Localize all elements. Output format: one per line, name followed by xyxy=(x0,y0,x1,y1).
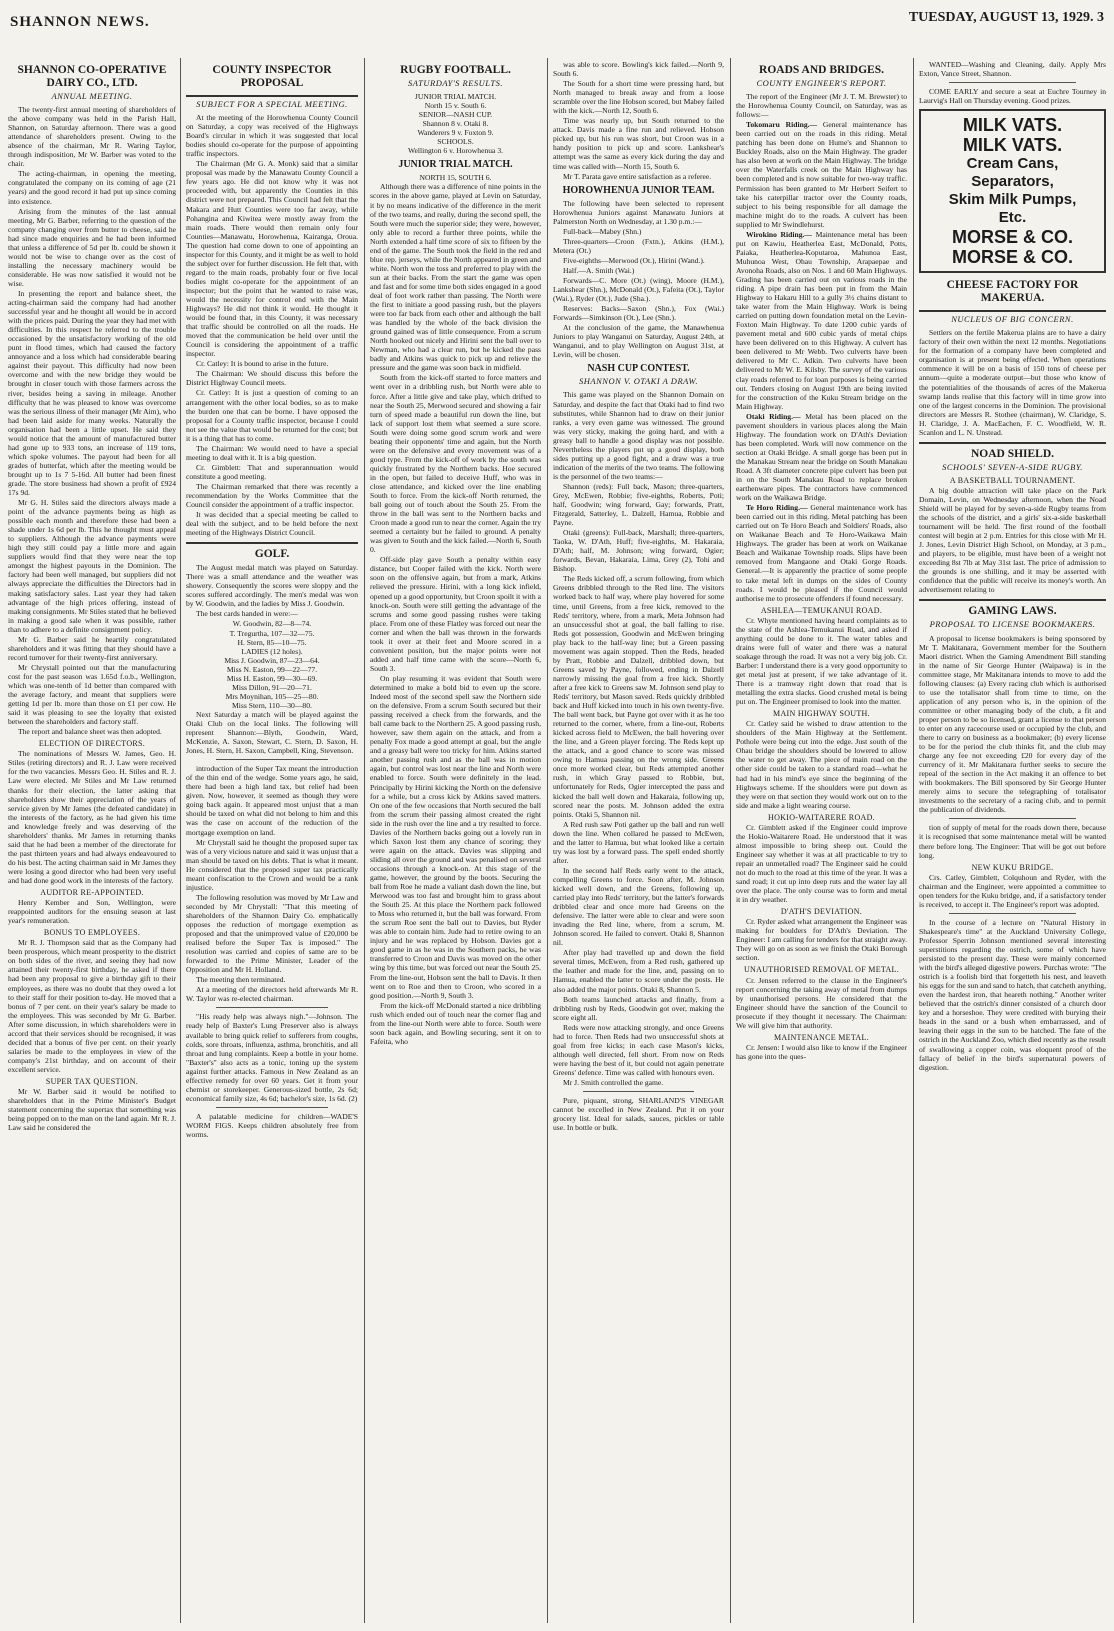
score-line: Miss Dillon, 91—20—71. xyxy=(232,682,312,692)
paragraph: In the second half Reds early went to the attack, compelling Greens to force. Soon after, M. Johnson kicked well down, and the Greens, following up, carried play into Reds' territory, but the latter's forwards dribbled clear and once more had Greens on the defensive. The latter were able to clear and were soon invading the Red line, where, from a scrum, M. Johnson scored. He failed to convert. Otaki 8, Shannon nil. xyxy=(553,865,724,948)
masthead: SHANNON NEWS. xyxy=(10,14,150,30)
article-headline: SHANNON CO-OPERATIVE DAIRY CO., LTD. xyxy=(17,64,167,89)
result-line: JUNIOR TRIAL MATCH. xyxy=(414,92,497,102)
paragraph: The meeting then terminated. xyxy=(196,975,286,985)
paragraph: The Reds kicked off, a scrum following, from which Greens dribbled through to the Red line. The visitors worked back to half way, where play hovered for some time, until Greens, from a free kick, removed to the Reds' territory, where, from a mark, Meta Johnson had an unsuccessful shot at goal, the ball falling to rise. Reds got possession, Goodwin and McEwen bringing play back to the half-way line; but a Green passing movement was again stopped. Then the Reds, headed by Pratt, Robbie and Dalzell, dribbled down, but Greens saved by Payne, followed, ending in Dalzell narrowly missing the goal from a free kick. Shortly after a free kick to Greens saw M. Johnson send play to Reds' territory, but Mason saved. Reds quickly dribbled back and Huff kicked into touch in his own twenty-five. The ball went back, but Payne got over with it as he too returned to the corner, where, from a line-out, Roberts kicked across field to McEwen, the ball hovering over the line, and a Green player forcing. The Reds kept up the attack, and a good chance to score was missed owing to Hamua passing on the wrong side. Greens once more worked clear, but Reds attempted another rush, in which Gray passed to Robbie, but, unfortunately for Reds, Ogier intercepted the pass and kicked the ball well down and Hakaraia, following up, scored near the posts. M. Johnson added the extra points. Otaki 5, Shannon nil. xyxy=(553,574,724,819)
paragraph: Off-side play gave South a penalty within easy distance, but Cooper failed with the kick. North were soon on the offensive again, but from a mark, Atkins relieved the pressure. Hirini, with a long kick infield, opened up a good opportunity, but Croon spoilt it with a knock-on. South were still getting the advantage of the scrums and some good passing rushes were taking place. From one of these Flatley was forced out near the corner and when the ball was thrown in the forwards took it over at their feet and Moore scored in a convenient position, but the major points were not added and half time came with the score—North 6, South 3. xyxy=(370,555,541,673)
paragraph: In presenting the report and balance sheet, the acting-chairman said the company had had another successful year and he thought all would be in accord with the prices paid. During the year they had met with difficulties. In this respect he referred to the trouble occasioned by the unsatisfactory working of the old punt in flood times, which had caused the factory annoyance and a loss which had considerable bearing against their payout. This difficulty had now been overcome and with the new bridge they would be brought in closer touch with those farmers across the river, besides being a saving in mileage. Another difficulty that he was pleased to know was overcome was the serious illness of their manager (Mr Aim), who had been laid aside for many weeks. Naturally the organisation had been a little upset. He said they would notice that the amount of manufactured butter had gone up to 933 tons, an increase of 119 tons, which spoke volumes. The payout had been for all grades of butterfat, which after the meeting would be brought up to 1s 7 5-16d. All butter had been finest grade. The store business had shown a profit of £924 17s 9d. xyxy=(8,288,176,498)
article-subhead: SATURDAY'S RESULTS. xyxy=(408,78,503,88)
divider xyxy=(949,818,1076,819)
article-subhead: SUBJECT FOR A SPECIAL MEETING. xyxy=(196,99,348,109)
article-headline: NASH CUP CONTEST. xyxy=(587,363,690,375)
paragraph: Cr. Ryder asked what arrangement the Engineer was making for boulders for D'Ath's Deviation. The Engineer: I am calling for tenders for that straight away. They will go on as soon as we finish the Otaki Borough section. xyxy=(736,917,907,963)
article-headline: ROADS AND BRIDGES. xyxy=(759,64,884,76)
paragraph: Full-back—Mabey (Shn.) xyxy=(563,226,642,236)
column-rule xyxy=(180,58,181,1623)
paragraph xyxy=(736,230,907,411)
paragraph: Mr T. Parata gave entire satisfaction as a referee. xyxy=(563,171,712,181)
paragraph: Cr. Jensen referred to the clause in the Engineer's report concerning the taking away of metal from dumps by unauthorised persons. He considered that the Engineer should have the sanction of the Council to prosecute if they thought it necessary. The Chairman: We will give him that authority. xyxy=(736,975,907,1030)
paragraph: Three-quarters—Croon (Fxtn.), Atkins (H.M.), Metera (Ot.) xyxy=(553,236,724,255)
paragraph: Mr G. Barber said he heartily congratulated shareholders and it was fitting that they should have a record turnover for their twenty-first anniversary. xyxy=(8,634,176,662)
score-line: Mrs Moynihan, 105—25—80. xyxy=(225,691,319,701)
paragraph: The following have been selected to represent Horowhenua Juniors against Manawatu Juniors at Palmerston North on Wednesday, at 1.30 p.m.:— xyxy=(553,198,724,226)
divider xyxy=(216,759,328,760)
riding-text: General maintenance has been carried out on the roads in this riding. Metal patching has been done on Hume's and Shannon to Buckley Roads, also on the Main Highway. The grader has also been at work on the Main Highway. The bridge over the Waterfalls creek on the Main Highway has been completed and is now suitable for two-way traffic. Permission has been granted to Mr Herbert Seifert to take his caterpillar tractor over the County roads, subject to his being responsible for all damage the machine might do to the roads. A culvert has been supplied to Mr Swindlehurst. xyxy=(736,120,907,229)
divider xyxy=(949,82,1076,83)
score-line: Miss J. Goodwin, 87—23—64. xyxy=(224,655,320,665)
dateline: TUESDAY, AUGUST 13, 1929. 3 xyxy=(908,10,1104,25)
paragraph: The nominations of Messrs W. James, Geo. H. Stiles (retiring directors) and R. J. Law were received for the two vacancies. Messrs Geo. H. Stiles and R. J. Law were elected. Mr Stiles and Mr Law returned thanks for their election, the latter asking that shareholders show their appreciation of the years of service given by Mr James (the defeated candidate) in the interests of the factory, as he had given his time and knowledge freely and was deserving of the shareholders' thanks. Mr James in returning thanks said that he had been a member of the directorate for the past thirteen years and had always endeavoured to do his best. The acting chairman said in Mr James they were losing a good director who had been very useful and had done good work in the interests of the factory. xyxy=(8,749,176,885)
article-headline: GOLF. xyxy=(254,548,290,561)
advertisement: A palatable medicine for children—WADE'S WORM FIGS. Keeps children absolutely free from worms. xyxy=(186,1111,358,1139)
column-1 xyxy=(8,60,176,1625)
paragraph: tion of supply of metal for the roads down there, because it is recognised that some maintenance metal will be wanted there before long. The Engineer: That will be got out before long. xyxy=(919,823,1106,860)
paragraph: Mr W. Barber said it would be notified to shareholders that in the Prime Minister's Budget statement concerning the supertax that something was being popped on to the man on the land again. Mr R. J. Law said he considered the xyxy=(8,1087,176,1133)
section-head: SUPER TAX QUESTION. xyxy=(45,1076,139,1086)
paragraph: At the meeting of the Horowhenua County Council on Saturday, a copy was received of the Highways Board's circular in which it was suggested that local bodies should co-operate for the purpose of appointing traffic inspectors. xyxy=(186,113,358,159)
paragraph: The report of the Engineer (Mr J. T. M. Brewster) to the Horowhenua County Council, on Saturday, was as follows:— xyxy=(736,92,907,120)
paragraph: was able to score. Bowling's kick failed.—North 9, South 6. xyxy=(553,60,724,79)
section-head: BONUS TO EMPLOYEES. xyxy=(43,928,141,938)
section-head: A BASKETBALL TOURNAMENT. xyxy=(949,475,1076,485)
paragraph: The report and balance sheet was then adopted. xyxy=(18,727,162,737)
result-line: North 15 v. South 6. xyxy=(424,101,487,111)
paragraph: Cr. Gimblett: That and superannuation would constitute a good meeting. xyxy=(186,462,358,481)
paragraph: Cr. Catley: It is bound to arise in the future. xyxy=(196,359,329,369)
paragraph: The South for a short time were pressing hard, but North managed to break away and from a loose scramble over the line Hobson scored, but Mabey failed with the kick.—North 12, South 6. xyxy=(553,79,724,116)
column-2 xyxy=(186,60,358,1625)
paragraph: A big double attraction will take place on the Park Domain, Levin, on Wednesday afternoon, when the Noad Shield will be played for by seven-a-side Rugby teams from the schools of the district, and a girls' six-a-side basketball tournament will be held. The first round of the football contest will begin at 2 p.m. Entries for this close with Mr H. J. Jones, Levin District High School, on Monday, at 3 p.m., and players, to be eligible, must have been of a weight not exceeding 8st 7lb at May 31st last. The price of admission to the grounds is one shilling, and it may be asserted with confidence that the public will receive its money's worth. An advertisement relating to xyxy=(919,485,1106,595)
score-line: T. Tregurtha, 107—32—75. xyxy=(229,628,315,638)
paragraph: The Chairman: We would need to have a special meeting to deal with it. It is a big question. xyxy=(186,443,358,462)
paragraph: A Red rush saw Poti gather up the ball and run well down the line. When collared he passed to McEwen, and the latter to Hamua, but what looked like a certain try was lost by a forward pass. The spell ended shortly after. xyxy=(553,819,724,865)
paragraph: Mr Chrystall said he thought the proposed super tax was of a very vicious nature and said it was unjust that a man should be taxed on his debts. That is what it meant. He considered that the proposed super tax practically meant confiscation to the Crown and would be a rank injustice. xyxy=(186,837,358,892)
score-line: H. Stern, 85—10—75. xyxy=(237,637,307,647)
paragraph: Mr R. J. Thompson said that as the Company had been prosperous, which meant prosperity to the district on both sides of the river, and seeing they had now attained their twenty-first birthday, he asked if there had been any proposal to give a birthday gift to their employees, as there was no doubt that they owed a lot to their staff for their position to-day. He moved that a bonus of 7 per cent. on their year's salary be made to the employees. This was seconded by Mr G. Barber. After some discussion, in which shareholders were in accord that their services should be recognised, it was decided that a bonus of five per cent. on their yearly salaries be made to the employees in view of the company's 21st birthday, and on account of their excellent service. xyxy=(8,938,176,1074)
paragraph: In the course of a lecture on "Natural History in Shakespeare's time" at the Auckland University College, Professor Sperrin Johnson mentioned several interesting superstitions regarding the ostrich, some of which have persisted to the present day. These were mainly concerned with the bird's alleged digestive powers. Purchas wrote: "The ostrich is a foolish bird that forgetteth his nest, and leaveth his eggs for the sun and sand to hatch, that catcheth anything, even the hardest iron, that heareth nothing." Another writer believed that the ostrich's dinner consisted of a church door key and a horseshoe. They were credited with burying their heads in the sand or a bush when embarrassed, and of leaving their eggs in the sun to be hatched. The fate of the ostrich in the Auckland Zoo, which died recently as the result of swallowing a copper coin, was eloquent proof of the fallacy of belief in the bird's supernatural powers of digestion. xyxy=(919,917,1106,1072)
ad-line: Cream Cans, xyxy=(966,155,1059,173)
paragraph: The acting-chairman, in opening the meeting, congratulated the company on its coming of age (21 years) and the good record it had put up since coming into existence. xyxy=(8,169,176,206)
section-head: NEW KUKU BRIDGE. xyxy=(971,862,1054,872)
display-advertisement xyxy=(919,109,1106,273)
column-rule xyxy=(364,58,365,1623)
paragraph: The Chairman (Mr G. A. Monk) said that a similar proposal was made by the Manawatu County Council a few years ago. He did not know why it was not proceeded with, but apparently the Counties in this district were not prepared. This Council had felt that the Makara and Hutt Counties were too far away, while Pohangina and Kiwitea were mostly away from the main roads. There would then remain only four Counties—Manawatu, Horowhenua, Kairanga, Oroua. The question had come down to one of appointing an inspector for this County, and it might be as well to hold the subject over for further discussion. He felt that, with regard to the main roads, probably four or five local bodies might co-operate for the appointment of an inspector; but the point that he wanted to raise was, would the necessity for control end with the Main Highways? He did not think it would. He thought it would be found that, in this County, it was necessary that traffic should be controlled on all the roads. He moved that the communication be held over until the Council is considering the appointment of a traffic inspector. xyxy=(186,159,358,359)
article-headline: NOAD SHIELD. xyxy=(970,447,1055,460)
paragraph: introduction of the Super Tax meant the introduction of the thin end of the wedge. Some years ago, he said, there had been a high land tax, but relief had been given. Now, however, it seemed as though they were going back again. It appeared most unjust that a man should be taxed on what did not belong to him and this was the case on account of the reduction of the mortgage exemption on land. xyxy=(186,764,358,837)
article-headline: COUNTY INSPECTOR PROPOSAL xyxy=(212,64,332,89)
riding-head: Wirokino Riding.— xyxy=(746,229,812,239)
paragraph: Half.—A. Smith (Wai.) xyxy=(563,265,635,275)
ad-line: Etc. xyxy=(998,209,1027,227)
score-line: Miss N. Easton, 99—22—77. xyxy=(226,664,318,674)
article-subhead: COUNTY ENGINEER'S REPORT. xyxy=(756,78,887,88)
divider xyxy=(216,1107,328,1108)
ad-firm: MORSE & CO. xyxy=(951,227,1073,248)
paragraph: Shannon (reds): Full back, Mason; three-quarters, Grey, McEwen, Robbie; five-eighths, Roberts, Poti; half, Goodwin; wing forward, Gay; forwards, Pratt, Fitzgerald, Satterley, L. Dalzell, Hamua, Robbie and Payne. xyxy=(553,481,724,528)
paragraph: It was decided that a special meeting be called to deal with the subject, and to be held before the next meeting of the Highways District Council. xyxy=(186,510,358,538)
paragraph: This game was played on the Shannon Domain on Saturday, and despite the fact that Otaki had to find two substitutes, while Shannon had to draw on their junior ranks, a very even game was witnessed. The ground was very sticky, making the going hard, and with a greasy ball to handle a good display was not possible. Nevertheless the players put up a good display, both sides putting up a good fight, and a draw was a true indication of the merits of the two teams. The following is the personnel of the two teams:— xyxy=(553,390,724,481)
paragraph: Cr. Jensen: I would also like to know if the Engineer has gone into the ques- xyxy=(736,1042,907,1061)
ad-line: Separators, xyxy=(971,173,1054,191)
paragraph: Mr J. Smith controlled the game. xyxy=(563,1077,664,1087)
paragraph: Reserves: Backs—Saxon (Shn.), Fox (Wai.) Forwards—Simkinson (Ot.), Lee (Shn.). xyxy=(553,304,724,323)
riding-head: Tokomaru Riding.— xyxy=(746,120,818,130)
paragraph: Henry Kember and Son, Wellington, were reappointed auditors for the ensuing season at last year's remuneration. xyxy=(8,898,176,926)
section-head: UNAUTHORISED REMOVAL OF METAL. xyxy=(743,965,900,975)
section-head: D'ATH'S DEVIATION. xyxy=(780,907,863,917)
divider xyxy=(919,442,1106,444)
section-head: AUDITOR RE-APPOINTED. xyxy=(40,888,144,898)
paragraph: The Chairman remarked that there was recently a recommendation by the Works Committee that the Council consider the appointment of a traffic inspector. xyxy=(186,481,358,510)
result-line: Wanderers 9 v. Foxton 9. xyxy=(417,128,494,138)
ad-firm: MORSE & CO. xyxy=(951,247,1073,268)
paragraph: At a meeting of the directors held afterwards Mr R. W. Taylor was re-elected chairman. xyxy=(186,985,358,1004)
paragraph: Both teams launched attacks and finally, from a dribbling rush by Reds, Goodwin got over, making the score eight all. xyxy=(553,994,724,1022)
divider xyxy=(949,913,1076,914)
classified-ad: WANTED—Washing and Cleaning, daily. Apply Mrs Exton, Vance Street, Shannon. xyxy=(919,60,1106,79)
section-head: ELECTION OF DIRECTORS. xyxy=(38,739,146,749)
paragraph: Reds were now attacking strongly, and once Greens had to force. Then Reds had two unsuccessful shots at goal from free kicks; in each case Mason's kicks, although well directed, fell short. From now on Reds were having the best of it, but could not again penetrate Greens' defence. Time was called with honours even. xyxy=(553,1022,724,1077)
paragraph: Crs. Catley, Gimblett, Colquhoun and Ryder, with the chairman and the Engineer, were appointed a committee to open tenders for the Kuku bridge, and, if a satisfactory tender is received, to accept it. The Engineer's report was adopted. xyxy=(919,872,1106,909)
section-head: HOKIO-WAITARERE ROAD. xyxy=(768,812,875,822)
section-head: ASHLEA—TEMUKANUI ROAD. xyxy=(760,605,883,615)
paragraph: Arising from the minutes of the last annual meeting, Mr G. Barber, referring to the question of the company changing over from butter to cheese, said he had since made enquiries and he had been informed that unless a difference of 5d per lb. could be shown it would not be wise to change over as the cost of installing the necessary machinery would be considerable. He was now satisfied it would not be wise. xyxy=(8,206,176,288)
ad-line: MILK VATS. xyxy=(962,115,1063,136)
result-line: Shannon 8 v. Otaki 8. xyxy=(422,119,489,129)
score-line: W. Goodwin, 82—8—74. xyxy=(232,619,312,629)
paragraph: Otaki (greens): Full-back, Marshall; three-quarters, Taoka, W. D'Ath, Huff; five-eighths, M. Hakaraia, D'Ath; half, M. Johnson; wing forward, Ogier; forwards, Bevan, Hakaraia, Lima, Grey (2), Tohi and Bishop. xyxy=(553,528,724,574)
article-headline: CHEESE FACTORY FOR MAKERUA. xyxy=(946,279,1079,305)
ad-line: MILK VATS. xyxy=(962,135,1063,156)
paragraph: The August medal match was played on Saturday. There was a small attendance and the weather was showery. Consequently the scores were sloppy and the scores suffered accordingly. The men's medal was won by W. Goodwin, and the ladies by Miss J. Goodwin. xyxy=(186,563,358,609)
article-subhead: NUCLEUS OF BIG CONCERN. xyxy=(951,314,1074,325)
column-5 xyxy=(736,60,907,1625)
paragraph: Mr G. H. Stiles said the directors always made a point of the advance payments being as high as possible each month and therefore these had been a shade under 1s 6d per lb. This he thought must appeal to suppliers. Although the advance payments were high they still could pay a little more and again suppliers would find that they were near the top amongst the highest payouts in the Dominion. The factory had been well managed, but suppliers did not always appreciate the difficulties the Directors had in making satisfactory sales. Last year they had taken advantage of the high prices offering, instead of making consignments. Mr Stiles stated that he believed in making a good sale when it was possible, rather than to adhere to a definite consignment policy. xyxy=(8,498,176,634)
divider xyxy=(216,1007,328,1008)
article-subhead: PROPOSAL TO LICENSE BOOKMAKERS. xyxy=(929,619,1096,630)
paragraph: Cr. Gimblett asked if the Engineer could improve the Hokio-Waitarere Road. He understood that it was almost impossible to bring sheep out. Could the Engineer say whether it was at all practicable to try to repair an unmetalled road? The Engineer said he could not do much to the road at this time of the year. It was a sand road; it cut up into deep ruts and the water lay all over the place. The only course was to form and metal it in dry weather. xyxy=(736,822,907,905)
paragraph: The best cards handed in were:— xyxy=(196,609,298,619)
section-head: MAIN HIGHWAY SOUTH. xyxy=(773,709,870,719)
paragraph: The Chairman: We should discuss this before the District Highway Council meets. xyxy=(186,369,358,388)
advertisement: "His ready help was always nigh."—Johnson. The ready help of Baxter's Lung Preserver also is always available to bring quick relief to sufferers from coughs, colds, sore throats, influenza, asthma, bronchitis, and all throat and lung complaints. Keep a bottle in your home. "Baxter's" also acts as a tonic, toning up the system against further attacks. Famous in New Zealand as an effective remedy for over 60 years. Get it from your chemist or storekeeper. Generous-sized bottle, 2s 6d; economical family size, 4s 6d; bachelor's size, 1s 6d. (2) xyxy=(186,1012,358,1103)
divider xyxy=(583,1091,694,1092)
score-line: NORTH 15, SOUTH 6. xyxy=(419,173,492,183)
riding-head: Te Horo Riding.— xyxy=(746,503,808,513)
score-line: Miss Stern, 110—30—80. xyxy=(232,700,312,710)
riding-text: Maintenance metal has been put on Kawiu, Heatherlea East, McDonald, Potts, Paiaka, Heatherlea-Koputaroa, Mahunoa East, Muhunoa West, Ohau Township, Arapaepae and Avonoha Roads, also on Nos. 1 and 60 Main Highways. Grading has been carried out on various roads in the riding. A pipe drain has been put in from the Main Highway to Hakaru Hill to a gully 3½ chains distant to take water from the Main Highway. Work is being carried on putting down foundation metal on the Levin-Foxton Main Highway. To date 1200 cubic yards of pavement metal and 600 cubic yards of metal chips have been delivered on to this Highway. A culvert has been delivered to Mr Webb. Two culverts have been delivered to Mr C. Adkin. Two culverts have been delivered to Mr W. E. Kilsby. The survey of the various clay roads referred to for loan purposes is being carried out. Tenders closing on August 19th are being invited for the construction of the Kuku Stream bridge on the Main Highway. xyxy=(736,229,907,411)
column-4 xyxy=(553,60,724,1625)
paragraph: The twenty-first annual meeting of shareholders of the above company was held in the Parish Hall, Shannon, on Saturday afternoon. There was a good attendance of shareholders present. Owing to the absence of the chairman, Mr R. Waring Taylor, through indisposition, Mr W. Barber was voted to the chair. xyxy=(8,105,176,169)
column-rule xyxy=(547,58,548,1623)
paragraph: The following resolution was moved by Mr Law and seconded by Mr Chrystall: "That this meeting of shareholders of the Shannon Dairy Co. emphatically opposes the reduction of mortgage exemption as proposed and that the unimproved value of £20,000 be realised before the Super Tax is imposed." The resolution was carried and copies of same are to be forwarded to the Prime Minister, Leader of the Opposition and Mr H. Holland. xyxy=(186,892,358,975)
paragraph: Cr. Catley said he wished to draw attention to the shoulders of the Main Highway at the Settlement. Pothole were being cut into the edge. Just south of the Ohau bridge the shoulders should be lowered to allow the water to get away. The piece of main road on the other side could be taken to a standard road—what he had had in his mind's eye since the beginning of the Highways scheme. If the shoulders were put down as they were on that section they would work out on to the side and make a light wearing course. xyxy=(736,719,907,810)
riding-text: Metal has been placed on the pavement shoulders in various places along the Main Highway. The foundation work on D'Ath's Deviation has been completed. Work will now commence on the section at Otaki Bridge. A small gorge has been put in the Manakau Stream near the bridge on South Manakau Road. A 3ft diameter concrete pipe culvert has been put in on the South Manakau Road to replace broken earthenware pipes. The contractors have commenced work on the Waikawa Bridge. xyxy=(736,411,907,503)
paragraph xyxy=(736,412,907,502)
result-line: SCHOOLS. xyxy=(437,137,474,147)
divider xyxy=(919,310,1106,312)
paragraph: South from the kick-off started to force matters and went over in a dribbling rush, but North were able to force. After a little give and take play, which drifted to near the South 25, Merwood secured and showing a fair turn of speed made a beautiful run down the line, but lack of support lost them what seemed a sure score. South were doing some good scrum work and were beating their opponents' time and again, but the North were on the defensive and every movement was of a good type. From the kick-off of work by the south was quickly frustrated by the Northern backs. Hoe secured in the open, but failed to deceive Huff, who was in close attendance, and kicked over the line enabling South to force. From the kick-off North returned, the ball going out of touch about the South 25. From the throw in the ball was sent to the Northern backs and Croon made a good run to near the corner. Again the try seemed a certainty but he failed to ground. A penalty was given to South and the kick failed.—North 6, South 0. xyxy=(370,373,541,555)
paragraph: Cr. Whyte mentioned having heard complaints as to the state of the Ashlea-Temukanui Road, and asked if anything could be done to it. The water tables and drains were full of water and there was a natural soakage through the road. It was not a very big job. Cr. Barber: I understand there is a very good opportunity to get metal just at present, if we take advantage of it. There is a tramway right down that road that is metalling the extra slacks. Good crushed metal is being put on. The Engineer promised to look into the matter. xyxy=(736,615,907,707)
paragraph: Although there was a difference of nine points in the scores in the above game, played at Levin on Saturday, it by no means indicative of the difference in the merit of the two teams, and really, during the second spell, the South were much the superior side; they were, however, only able to record a further three points, while the North extended a half time score of six to fifteen by the end of the game. The South took the field in the red and blue rep. jerseys, while the North appeared in green and white. North won the toss and preferred to play with the sun at their backs. From the start the game was open and fast and for some time both sides engaged in a good deal of foot work rather than passing. The North were the first to initiate a good passing rush, but the players were too far back from each other and although the ball was handled by the whole of the back division the ground gained was of little consequence. From a scrum North hooked out nicely and Hirini sent the ball over to Newman, who had a clear run, but he kicked the pass badly and Atkins was quick to pick up and relieve the pressure and the game was soon back in midfield. xyxy=(370,182,541,373)
column-rule xyxy=(730,58,731,1623)
paragraph: Time was nearly up, but South returned to the attack. Davis made a fine run and relieved. Hobson picked up, but his run was short, but Croon was in a handy position to pick up and score. Lankshear's attempt was the same as every kick during the day and time was called with—North 15, South 6. xyxy=(553,116,724,171)
article-subhead: JUNIOR TRIAL MATCH. xyxy=(398,159,513,171)
score-line: Miss H. Easton, 99—30—69. xyxy=(226,673,318,683)
paragraph: Mr Chrystall pointed out that the manufacturing cost for the past season was 1.65d f.o.b., Wellington, which was one-tenth of 1d better than compared with the average factory, and meant that suppliers were getting 1d per lb. more than those on £1 per cow. He said it was pleasing to see the loyalty that existed between the shareholders and factory staff. xyxy=(8,662,176,727)
paragraph: Next Saturday a match will be played against the Otaki Club on the local links. The following will represent Shannon:—Blyth, Goodwin, Ward, McKenzie, A. Saxon, Stewart, C. Stern, D. Saxon, H. Jones, H. Stern, H. Saxon, Campbell, King, Stevenson. xyxy=(186,709,358,756)
paragraph: Five-eighths—Merwood (Ot.), Hirini (Wand.). xyxy=(563,255,705,265)
paragraph: Settlers on the fertile Makerua plains are to have a dairy factory of their own within the next 12 months. Negotiations for the formation of a company have been completed and organisation is at present being effected. When operations commence it will be on a basis of 150 tons of cheese per annum—quite a moderate output—but those who know of the potentialities of the thousands of acres of the Makerua swamp lands realise that this factory will in time grow into one of the largest concerns in the Dominion. The provisional directors are Messrs R. Stothee (chairman), W. Claridge, S. H. Claridge, J. A. MacEachen, F. C. Woodfield, W. R. Scanlon and L. N. Unstead. xyxy=(919,328,1106,437)
column-3 xyxy=(370,60,541,1625)
section-head: MAINTENANCE METAL. xyxy=(774,1032,869,1042)
paragraph xyxy=(736,120,907,229)
riding-head: Otaki Riding.— xyxy=(746,411,801,421)
paragraph xyxy=(736,503,907,603)
article-headline: HOROWHENUA JUNIOR TEAM. xyxy=(562,184,715,196)
article-headline: GAMING LAWS. xyxy=(968,605,1057,618)
column-rule xyxy=(913,58,914,1623)
paragraph: A proposal to license bookmakers is being sponsored by Mr T. Makitanara, Government member for the Southern Maori district. When the Gaming Amendment Bill standing in the name of Sir George Hunter (Waipawa) is in the committee stage, Mr Makitanara intends to move to add the following clauses: (a) Every racing club which is authorised to use the totalisator shall from time to time, on the application of any person who is, in the opinion of the committee or other managing body of the club, a fit and proper person to be so licensed, grant a license to that person to enter on any racecourse used or occupied by the club, and there to carry on business as a bookmaker; (b) every license to be for the period the club thinks fit, and the club may charge any fee not exceeding £20 for every day of the currency of it. Mr Makitanara further seeks to secure the repeal of the section in the Act making it an offence to bet with bookmakers. The Bill sponsored by Sir George Hunter merely aims to secure the telegraphing of totalisator investments to the secretary of a racing club, and to permit the publication of dividends. xyxy=(919,633,1106,815)
paragraph: At the conclusion of the game, the Manawhenua Juniors to play Wanganui on Saturday, August 24th, at Wanganui, and to play Wellington on August 31st, at Levin, will be chosen. xyxy=(553,323,724,360)
article-subhead: SHANNON V. OTAKI A DRAW. xyxy=(579,376,698,387)
ad-line: Skim Milk Pumps, xyxy=(948,191,1077,209)
section-head: LADIES (12 holes). xyxy=(241,646,303,656)
result-line: Wellington 6 v. Horowhenua 3. xyxy=(407,146,504,156)
classified-ad: COME EARLY and secure a seat at Euchre Tourney in Laurvig's Hall on Thursday evening. Good prizes. xyxy=(919,87,1106,106)
article-subhead: SCHOOLS' SEVEN-A-SIDE RUGBY. xyxy=(942,461,1083,472)
divider xyxy=(186,95,358,97)
riding-text: General maintenance work has been carried out in this riding. Metal patching has been carried out on Te Horo Beach and Soldiers' Roads, also on Waikanae Beach and Te Horo-Waikawa Main Highways. The grader has been at work on Waikanae Beach and Waikanae Township roads. Slips have been removed from Mangaone and Otaki Gorge Roads. General.—It is apparently the practice of some people to take metal left in dumps on the sides of County roads. I would be pleased if the Council would authorise me to prosecute offenders if found necessary. xyxy=(736,503,907,603)
article-headline: RUGBY FOOTBALL. xyxy=(400,64,511,76)
advertisement: Pure, piquant, strong, SHARLAND'S VINEGAR cannot be excelled in New Zealand. Put it on your grocery list. Ideal for salads, sauces, pickles or table use. In bottle or bulk. xyxy=(553,1096,724,1133)
article-subhead: ANNUAL MEETING. xyxy=(51,91,133,101)
paragraph: Cr. Catley: It is just a question of coming to an arrangement with the other local bodies, so as to make the burden one that can be borne. I have opposed the proposal for a County traffic inspector, because I could not see the value that would be returned for the cost; but it is a thing that has to come. xyxy=(186,388,358,443)
paragraph: After play had travelled up and down the field several times, McEwen, from a Red rush, gathered up the leather and made for the line, and, passing on to Hamua, enabled the latter to score under the posts. He also added the major points. Otaki 8, Shannon 5. xyxy=(553,948,724,994)
paragraph: Forwards—C. More (Ot.) (wing), Moore (H.M.), Lankshear (Shn.), McDonald (Ot.), Fafeita (Ot.), Taylor (Wai.), Ryder (Ot.), Jude (Sha.). xyxy=(553,275,724,304)
paragraph: From the kick-off McDonald started a nice dribbling rush which ended out of touch near the corner flag and from the line-out North were able to force. South were soon back again, and Bowling securing, sent it on to Fafeita, who xyxy=(370,1000,541,1046)
result-line: SENIOR—NASH CUP. xyxy=(418,110,493,120)
column-6 xyxy=(919,60,1106,1625)
paragraph: On play resuming it was evident that South were determined to make a bold bid to even up the score. Indeed most of the second spell saw the Northern side on the defensive. From a scrum South secured but their passing received a check from the forwards, and the ball came back to the Northern 25. A good passing rush, however, saw them again on the attack, and from a penalty Fox made a good attempt at goal, but the angle and a greasy ball were too tricky for him. Atkins started another passing rush and as the ball was in motion again, but control was lost near the line and North were enabled to force. South were definitely in the lead. Principally by Hirini kicking the North on the defensive for a while, but a cross kick by Atkins saved matters. On one of the few occasions that North secured the ball from the scrum their passing almost created the right side in the rush over the line and a try resulted to force. Davies of the Northern backs going out a lovely run in which Saxon lost them any chance of scoring; they were again on the attack. Davies was slipping and sliding all over the ground and was penalised on several occasions through a knock-on. At this stage of the game, however, the ground by the boots. Securing the ball from Roe he made a valiant dash down the line, but Merwood was too fast and brought him to grass about the South 25. At this place the Northern pack followed to Moss who returned it, but the ball was forward. From the scrum Roe sent the ball out to Davies, but Ryder was able to contain him. Jude had to retire owing to an injury and he was replaced by Hobson. Davies got a good game in as he was in the Southern packs, he was transferred to Croon and Davis was moved on the other wing by this time, but was forced out near the South 25. From the line-out, Hobson sent the ball to Davis. It then went on to Roe and then to Croon, who scored in a good position.—North 9, South 3. xyxy=(370,673,541,1000)
divider xyxy=(186,542,358,544)
divider xyxy=(919,599,1106,601)
